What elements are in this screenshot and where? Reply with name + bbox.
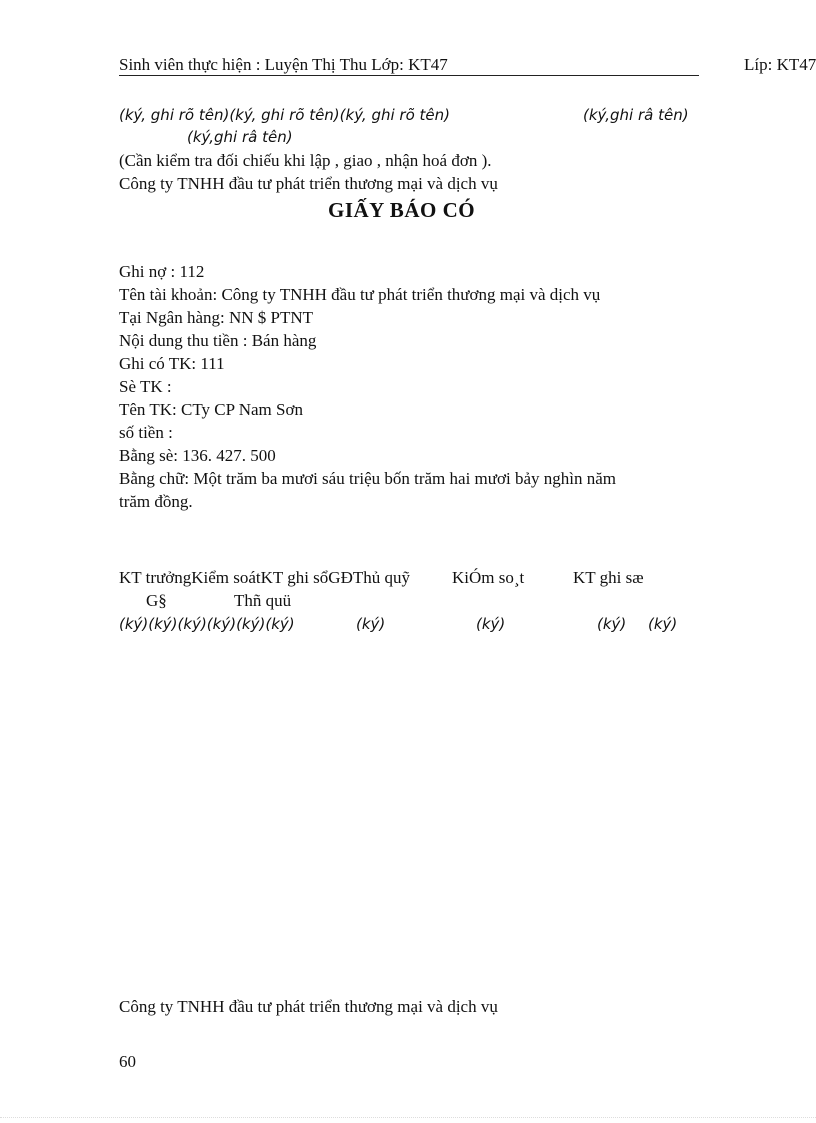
document-title: GIẤY BÁO CÓ: [328, 198, 476, 222]
sign-role-kt-ghi-so: KT ghi sæ: [573, 568, 644, 587]
signature-hints-left: (ký, ghi rõ tên)(ký, ghi rõ tên)(ký, ghi rõ tên): [119, 106, 450, 124]
sign-mark-1: (ký): [356, 615, 386, 633]
field-amount-label: số tiền :: [119, 423, 173, 442]
field-amount-words: Bằng chữ: Một trăm ba mươi sáu triệu bốn trăm hai mươi bảy nghìn năm: [119, 469, 616, 488]
field-bank: Tại Ngân hàng: NN $ PTNT: [119, 308, 314, 327]
field-amount-numeric: Bằng sè: 136. 427. 500: [119, 446, 276, 465]
signature-hint-second: (ký,ghi râ tên): [187, 128, 293, 146]
page-bottom-edge: [0, 1117, 816, 1118]
field-amount-words-cont: trăm đồng.: [119, 492, 193, 511]
signature-hint-right: (ký,ghi râ tên): [583, 106, 689, 124]
sign-mark-2: (ký): [476, 615, 506, 633]
field-credit: Ghi có TK: 111: [119, 354, 225, 373]
field-content: Nội dung thu tiền : Bán hàng: [119, 331, 317, 350]
sign-mark-4: (ký): [648, 615, 678, 633]
company-name-footer: Công ty TNHH đầu tư phát triển thương mại và dịch vụ: [119, 997, 498, 1016]
header-class-overflow: Líp: KT47: [744, 55, 816, 74]
field-account-name: Tên tài khoản: Công ty TNHH đầu tư phát triển thương mại và dịch vụ: [119, 285, 601, 304]
field-debit: Ghi nợ : 112: [119, 262, 205, 281]
company-name-top: Công ty TNHH đầu tư phát triển thương mại và dịch vụ: [119, 174, 498, 193]
field-account-holder: Tên TK: CTy CP Nam Sơn: [119, 400, 303, 419]
sign-role-kiem-soat: KiÓm so¸t: [452, 568, 525, 587]
sign-role-gd: G§: [146, 591, 167, 610]
sign-role-thu-quy: Thñ quü: [234, 591, 292, 610]
header-rule: [119, 75, 699, 76]
verification-note: (Cần kiểm tra đối chiếu khi lập , giao , nhận hoá đơn ).: [119, 151, 492, 170]
sign-marks-group: (ký)(ký)(ký)(ký)(ký)(ký): [119, 615, 295, 633]
page-number: 60: [119, 1052, 136, 1071]
field-account-number: Sè TK :: [119, 377, 172, 396]
sign-roles-left: KT trưởngKiểm soátKT ghi sổGĐThủ quỹ: [119, 568, 410, 587]
sign-mark-3: (ký): [597, 615, 627, 633]
header-student-info: Sinh viên thực hiện : Luyện Thị Thu Lớp: KT47: [119, 55, 448, 74]
